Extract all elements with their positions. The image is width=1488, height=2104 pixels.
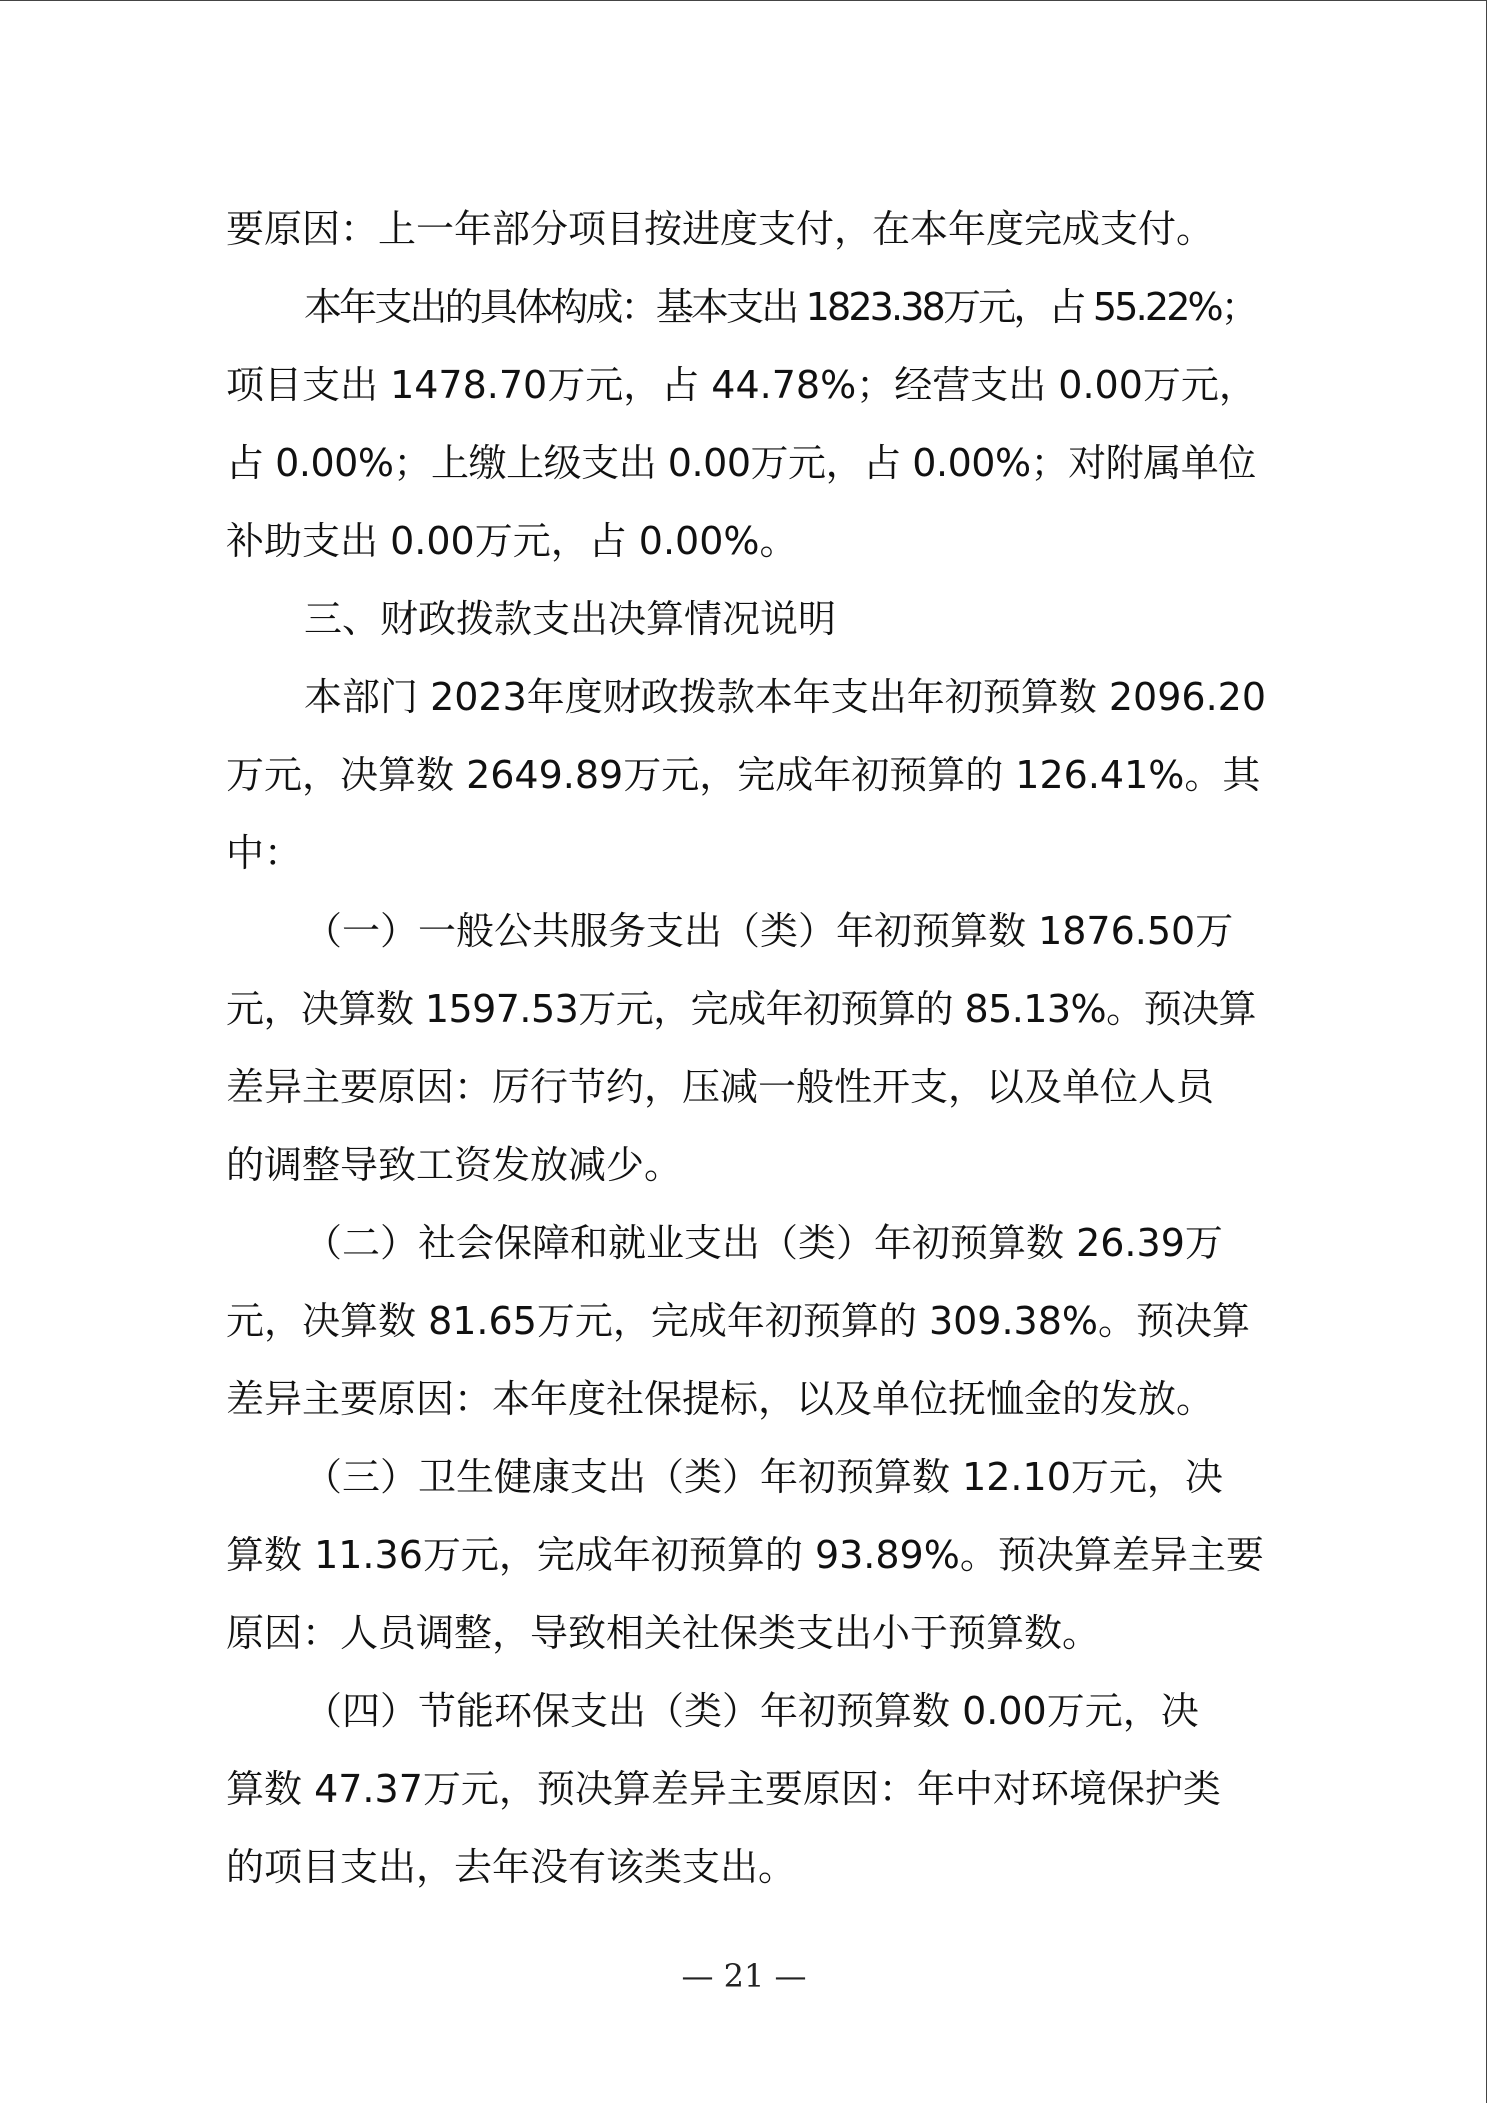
text-line-15: 元，决算数 81.65万元，完成年初预算的 309.38%。预决算 (226, 1299, 1251, 1343)
text-line-19: 原因：人员调整，导致相关社保类支出小于预算数。 (226, 1611, 1101, 1655)
text-line-8: 万元，决算数 2649.89万元，完成年初预算的 126.41%。其 (226, 753, 1261, 797)
text-line-12: 差异主要原因：厉行节约，压减一般性开支，以及单位人员 (226, 1065, 1215, 1109)
text-line-18: 算数 11.36万元，完成年初预算的 93.89%。预决算差异主要 (226, 1533, 1264, 1577)
text-line-3: 项目支出 1478.70万元，占 44.78%；经营支出 0.00万元， (226, 363, 1257, 407)
document-body (226, 190, 1266, 1906)
text-line-13: 的调整导致工资发放减少。 (226, 1143, 683, 1187)
text-line-9: 中： (226, 831, 303, 875)
text-line-20: （四）节能环保支出（类）年初预算数 0.00万元，决 (304, 1689, 1199, 1733)
text-line-16: 差异主要原因：本年度社保提标，以及单位抚恤金的发放。 (226, 1377, 1215, 1421)
section-heading: 三、财政拨款支出决算情况说明 (304, 597, 837, 641)
text-line-14: （二）社会保障和就业支出（类）年初预算数 26.39万 (304, 1221, 1223, 1265)
text-line-22: 的项目支出，去年没有该类支出。 (226, 1845, 797, 1889)
text-line-21: 算数 47.37万元，预决算差异主要原因：年中对环境保护类 (226, 1767, 1221, 1811)
text-line-10: （一）一般公共服务支出（类）年初预算数 1876.50万 (304, 909, 1234, 953)
text-line-2: 本年支出的具体构成：基本支出 1823.38万元，占 55.22%； (304, 285, 1256, 329)
text-line-7: 本部门 2023年度财政拨款本年支出年初预算数 2096.20 (304, 675, 1267, 719)
text-line-5: 补助支出 0.00万元，占 0.00%。 (226, 519, 798, 563)
text-line-4: 占 0.00%；上缴上级支出 0.00万元，占 0.00%；对附属单位 (226, 441, 1256, 485)
page-number: — 21 — (681, 1957, 807, 1995)
text-line-17: （三）卫生健康支出（类）年初预算数 12.10万元，决 (304, 1455, 1223, 1499)
text-line-11: 元，决算数 1597.53万元，完成年初预算的 85.13%。预决算 (226, 987, 1256, 1031)
text-line-1: 要原因：上一年部分项目按进度支付，在本年度完成支付。 (226, 207, 1215, 251)
